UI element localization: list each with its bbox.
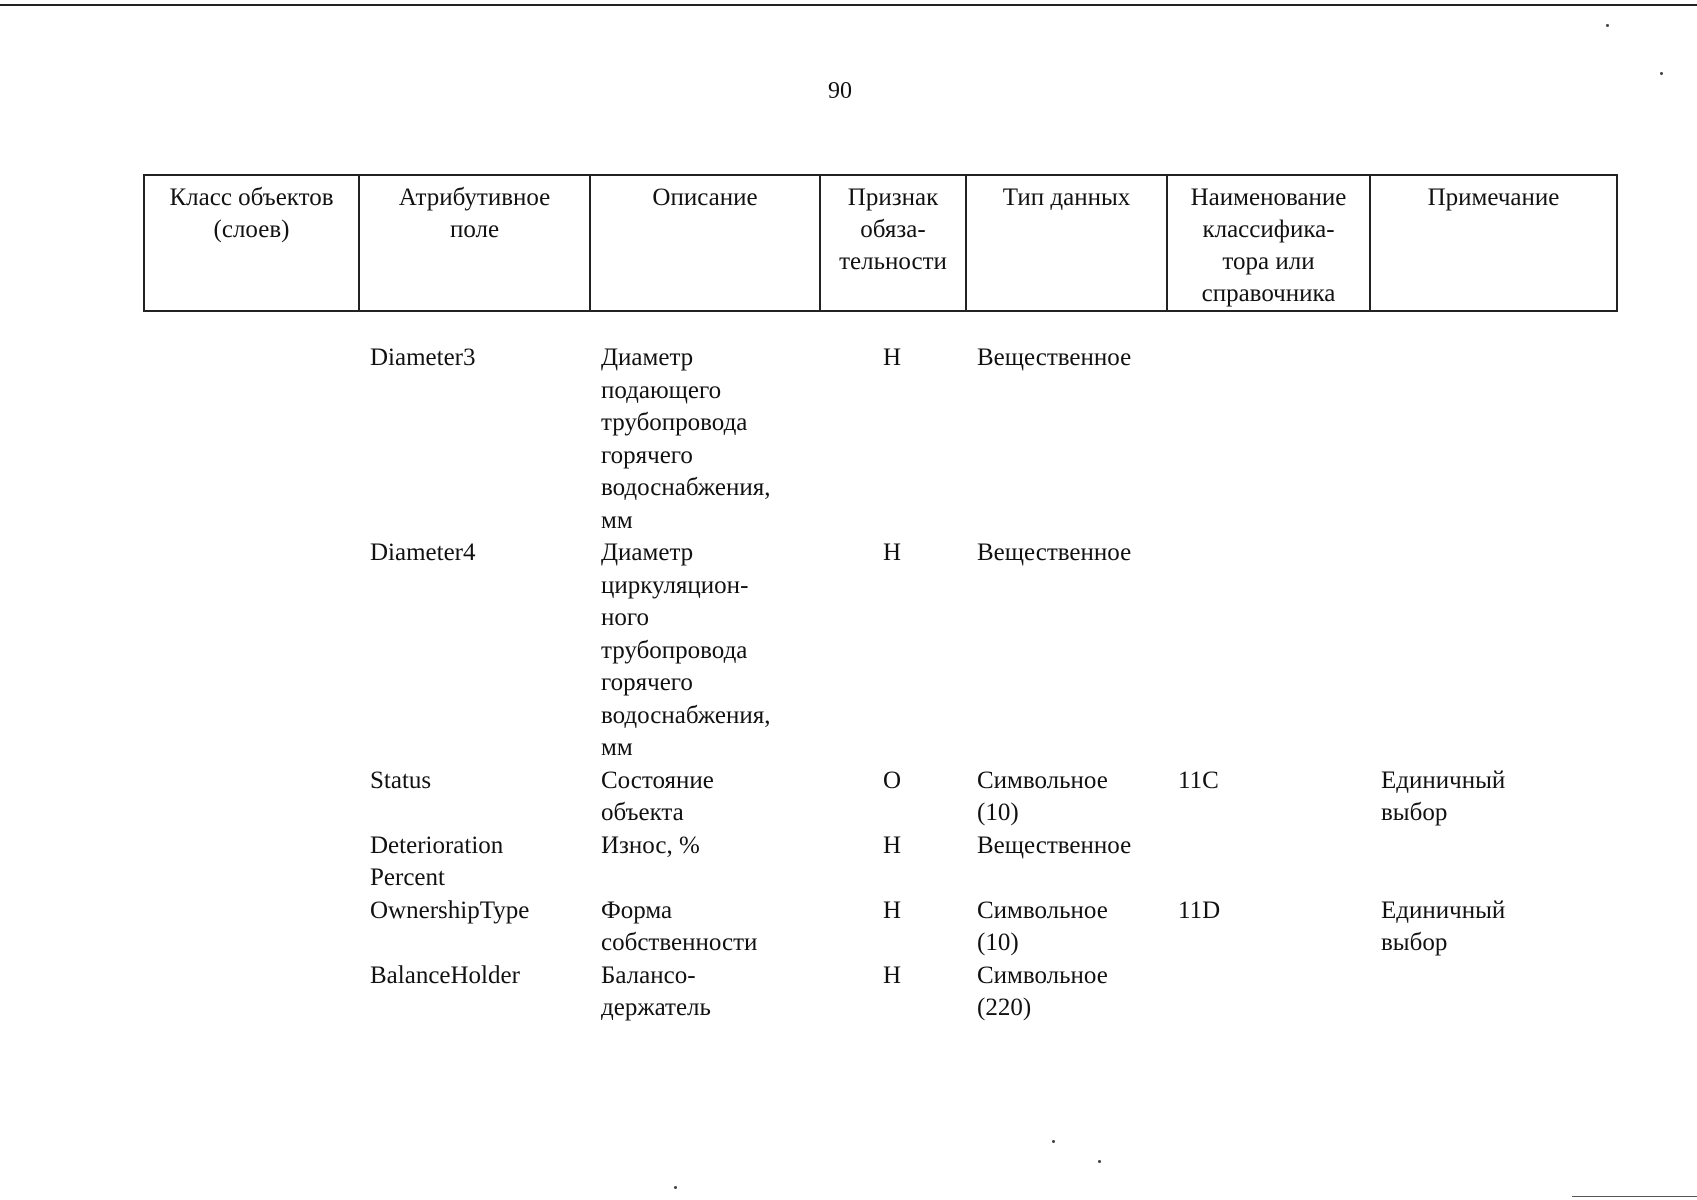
cell-field: BalanceHolder bbox=[370, 961, 520, 989]
cell-required: Н bbox=[882, 539, 902, 566]
cell-note bbox=[1369, 960, 1616, 1025]
table-row bbox=[143, 830, 1616, 895]
cell-note bbox=[1369, 830, 1616, 895]
cell-field: Deterioration Percent bbox=[370, 831, 504, 891]
scan-speck bbox=[1052, 1140, 1055, 1143]
header-required: Признак обяза- тельности bbox=[820, 175, 966, 311]
cell-required: Н bbox=[882, 896, 902, 924]
scan-speck bbox=[674, 1186, 677, 1189]
cell-field: OwnershipType bbox=[370, 896, 530, 924]
cell-classifier bbox=[1166, 830, 1369, 895]
cell-data-type: Вещественное bbox=[977, 539, 1132, 566]
cell-data-type: Символьное (10) bbox=[977, 766, 1108, 826]
cell-required: Н bbox=[882, 344, 902, 371]
cell-classifier bbox=[1166, 537, 1369, 765]
cell-class bbox=[143, 537, 358, 765]
cell-description: Износ, % bbox=[601, 831, 700, 859]
scan-speck bbox=[1660, 72, 1663, 75]
header-classifier: Наименование классифика- тора или справочника bbox=[1167, 175, 1370, 311]
cell-classifier: 11D bbox=[1178, 896, 1221, 924]
table-row bbox=[143, 765, 1616, 830]
cell-class bbox=[143, 895, 358, 960]
cell-classifier bbox=[1166, 960, 1369, 1025]
cell-note: Единичный выбор bbox=[1381, 896, 1506, 956]
cell-data-type: Вещественное bbox=[977, 344, 1132, 371]
cell-data-type: Символьное (220) bbox=[977, 961, 1108, 1021]
header-data-type: Тип данных bbox=[966, 175, 1167, 311]
header-note: Примечание bbox=[1370, 175, 1617, 311]
cell-class bbox=[143, 342, 358, 537]
cell-required: Н bbox=[882, 831, 902, 859]
cell-data-type: Вещественное bbox=[977, 831, 1132, 859]
cell-description: Форма собственности bbox=[601, 896, 758, 956]
table-row bbox=[143, 960, 1616, 1025]
table-row bbox=[143, 895, 1616, 960]
cell-description: Состояние объекта bbox=[601, 766, 714, 826]
cell-description: Диаметр циркуляцион- ного трубопровода горячего водоснабжения, мм bbox=[601, 539, 771, 761]
cell-class bbox=[143, 830, 358, 895]
header-class: Класс объектов (слоев) bbox=[144, 175, 359, 311]
cell-classifier: 11C bbox=[1178, 766, 1219, 794]
cell-required: Н bbox=[882, 961, 902, 989]
cell-field: Status bbox=[370, 766, 432, 794]
table-row bbox=[143, 537, 1616, 765]
cell-note bbox=[1369, 342, 1616, 537]
cell-class bbox=[143, 765, 358, 830]
cell-note bbox=[1369, 537, 1616, 765]
header-attribute-field: Атрибутивное поле bbox=[359, 175, 590, 311]
scan-speck bbox=[1606, 24, 1609, 27]
table-header bbox=[143, 174, 1618, 312]
cell-field: Diameter4 bbox=[370, 539, 476, 566]
top-border-line bbox=[0, 4, 1697, 6]
cell-classifier bbox=[1166, 342, 1369, 537]
cell-description: Диаметр подающего трубопровода горячего водоснабжения, мм bbox=[601, 344, 771, 534]
scan-speck bbox=[1098, 1160, 1101, 1163]
cell-description: Балансо- держатель bbox=[601, 961, 711, 1021]
header-row bbox=[144, 175, 1617, 311]
header-description: Описание bbox=[590, 175, 820, 311]
cell-class bbox=[143, 960, 358, 1025]
table-body bbox=[143, 342, 1616, 1025]
cell-note: Единичный выбор bbox=[1381, 766, 1506, 826]
bottom-edge-line bbox=[1572, 1196, 1697, 1197]
cell-data-type: Символьное (10) bbox=[977, 896, 1108, 956]
cell-field: Diameter3 bbox=[370, 344, 476, 371]
page-number: 90 bbox=[828, 78, 852, 104]
cell-required: О bbox=[882, 766, 902, 794]
table-row bbox=[143, 342, 1616, 537]
